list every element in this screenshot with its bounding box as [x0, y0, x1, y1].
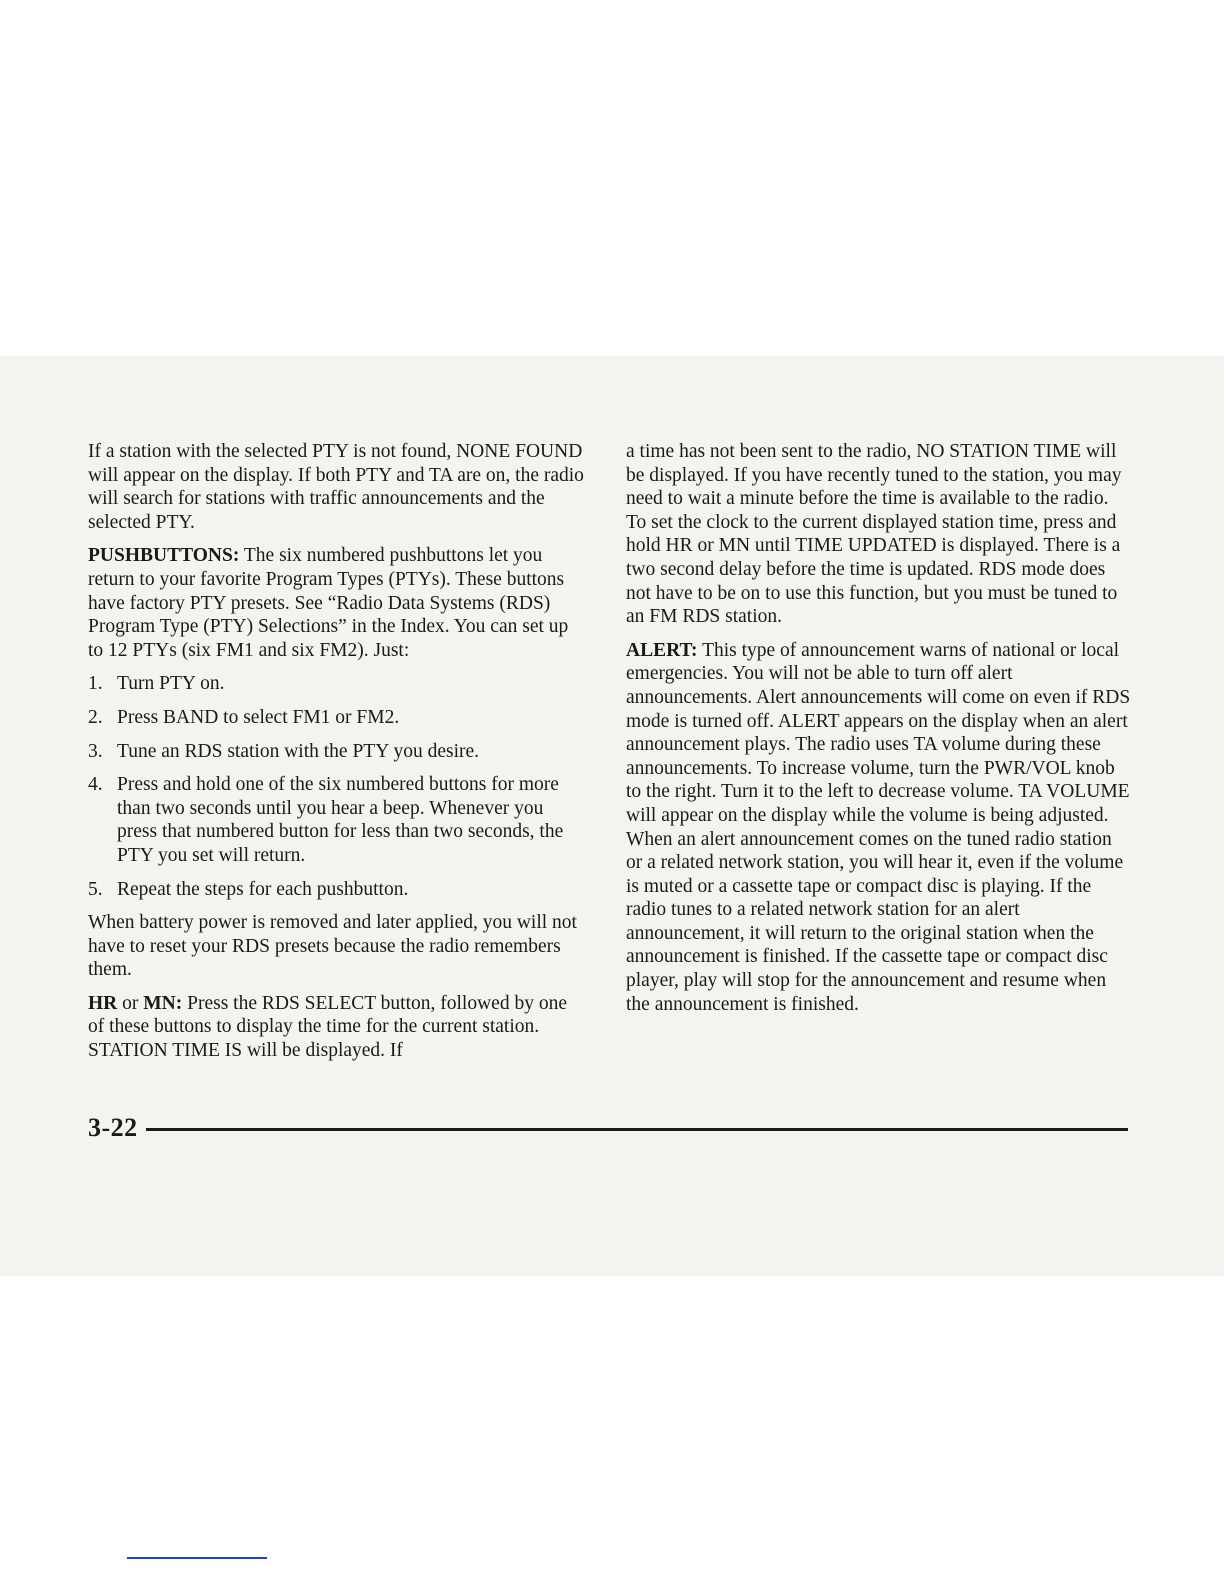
alert-paragraph	[626, 639, 1132, 1017]
step-text: Repeat the steps for each pushbutton.	[117, 878, 409, 900]
pushbuttons-paragraph	[88, 544, 588, 662]
pushbutton-steps-list	[88, 672, 588, 901]
step-number: 4.	[88, 774, 103, 796]
step-item	[88, 672, 588, 696]
step-item	[88, 740, 588, 764]
step-number: 2.	[88, 706, 103, 728]
step-text: Tune an RDS station with the PTY you desire.	[117, 740, 480, 762]
hr-mn-text: Press the RDS SELECT button, followed by one of these buttons to display the time for the current station. STATION TIME IS will be displayed. If	[88, 992, 567, 1062]
step-text: Turn PTY on.	[117, 673, 225, 695]
step-item	[88, 706, 588, 730]
pushbuttons-heading: PUSHBUTTONS:	[88, 545, 240, 567]
station-time-paragraph: a time has not been sent to the radio, NO STATION TIME will be displayed. If you have recently tuned to the station, you may need to wait a minute before the time is available to the radio. To set the clock to the current displayed station time, press and hold HR or MN until TIME UPDATED is displayed. There is a two second delay before the time is updated. RDS mode does not have to be on to use this function, but you must be tuned to an FM RDS station.	[626, 441, 1122, 628]
pushbuttons-text: The six numbered pushbuttons let you return to your favorite Program Types (PTYs). These buttons have factory PTY presets. See “Radio Data Systems (RDS) Program Type (PTY) Selections” in the Index. You can set up to 12 PTYs (six FM1 and six FM2). Just:	[88, 545, 569, 661]
hr-mn-paragraph	[88, 992, 588, 1063]
step-number: 5.	[88, 878, 103, 900]
battery-paragraph: When battery power is removed and later applied, you will not have to reset your RDS presets because the radio remembers them.	[88, 912, 577, 981]
step-number: 1.	[88, 673, 103, 695]
step-text: Press BAND to select FM1 or FM2.	[117, 706, 400, 728]
page-footer	[88, 1113, 1128, 1143]
footer-rule	[146, 1128, 1128, 1131]
link-underline[interactable]	[127, 1557, 267, 1559]
alert-heading: ALERT:	[626, 639, 698, 661]
step-text: Press and hold one of the six numbered buttons for more than two seconds until you hear a beep. Whenever you press that numbered button for less than two seconds, the PTY you set will return.	[117, 774, 564, 866]
mn-heading: MN:	[143, 992, 183, 1014]
right-column	[626, 440, 1132, 1026]
page-number: 3-22	[88, 1113, 138, 1142]
step-number: 3.	[88, 740, 103, 762]
or-word: or	[117, 992, 144, 1014]
step-item	[88, 773, 588, 867]
left-column	[88, 440, 588, 1073]
step-item	[88, 878, 588, 902]
alert-text: This type of announcement warns of national or local emergencies. You will not be able to turn off alert announcements. Alert announcements will come on even if RDS mode is turned off. ALERT appears on the display when an alert announcement plays. The radio uses TA volume during these announcements. To increase volume, turn the PWR/VOL knob to the right. Turn it to the left to decrease volume. TA VOLUME will appear on the display while the volume is being adjusted. When an alert announcement comes on the tuned radio station or a related network station, you will hear it, even if the volume is muted or a cassette tape or compact disc is playing. If the radio tunes to a related network station for an alert announcement, it will return to the original station when the announcement is finished. If the cassette tape or compact disc player, play will stop for the announcement and resume when the announcement is finished.	[626, 639, 1131, 1015]
hr-heading: HR	[88, 992, 118, 1014]
pty-not-found-paragraph: If a station with the selected PTY is not found, NONE FOUND will appear on the display. If both PTY and TA are on, the radio will search for stations with traffic announcements and the selected PTY.	[88, 441, 584, 533]
